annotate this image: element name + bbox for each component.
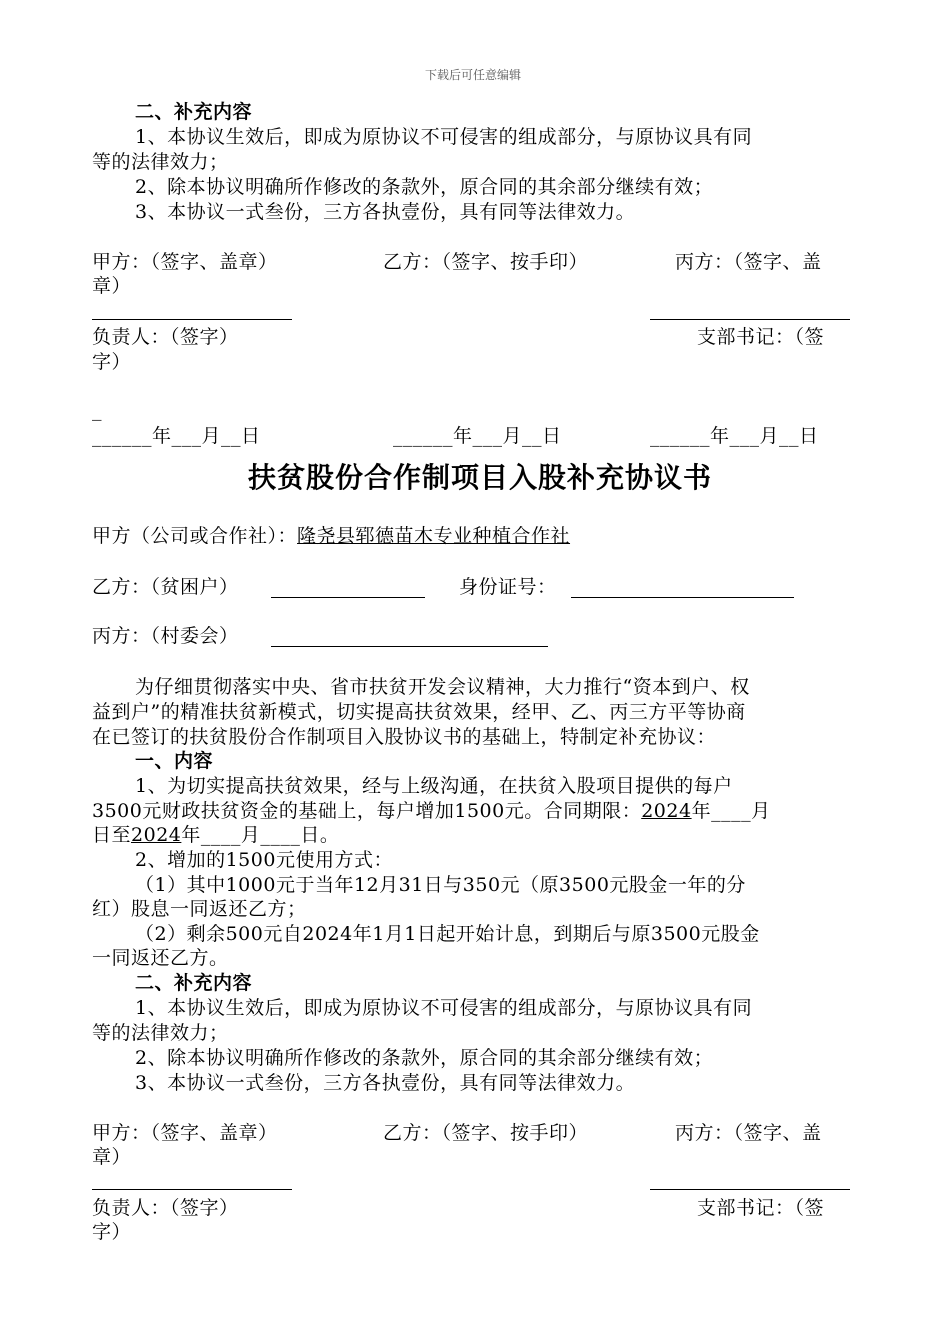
top-secretary-signature-cont: 字） [92,351,132,373]
contract-to-text: 日至 [92,824,132,846]
section-1-item-2-2: （2）剩余500元自2024年1月1日起开始计息，到期后与原3500元股金 [135,923,760,945]
section-1-item-1-cont2 [92,823,339,847]
sign-party-a: 甲方：（签字、盖章） [92,1122,278,1144]
party-a-value: 隆尧县郓德苗木专业种植合作社 [297,525,571,547]
section-1-item-1: 1、为切实提高扶贫效果，经与上级沟通，在扶贫入股项目提供的每户 [135,775,733,797]
contract-end-year: 2024 [131,824,182,846]
top-section-heading: 二、补充内容 [135,101,253,123]
section-1-item-1-cont [92,799,771,823]
party-b-blank-line [271,597,425,598]
top-date-2: ______年___月__日 [393,425,562,447]
section-1-item-2-1: （1）其中1000元于当年12月31日与350元（原3500元股金一年的分 [135,874,746,896]
section-2-item-3: 3、本协议一式叁份，三方各执壹份，具有同等法律效力。 [135,1072,636,1094]
top-date-1: ______年___月__日 [92,425,261,447]
top-secretary-signature: 支部书记：（签 [697,326,825,348]
top-item-1: 1、本协议生效后，即成为原协议不可侵害的组成部分，与原协议具有同 [135,126,753,148]
intro-line-1: 为仔细贯彻落实中央、省市扶贫开发会议精神，大力推行“资本到户、权 [135,676,750,698]
top-sign-party-a: 甲方：（签字、盖章） [92,251,278,273]
id-number-label: 身份证号： [459,576,557,598]
top-item-1-cont: 等的法律效力； [92,151,229,173]
top-date-3: ______年___月__日 [650,425,819,447]
stray-underscore: _ [92,399,102,421]
top-leader-signature: 负责人：（签字） [92,326,239,348]
party-c-label: 丙方：（村委会） [92,625,239,647]
party-a-label-text: 甲方（公司或合作社）： [92,525,298,547]
top-sign-party-b: 乙方：（签字、按手印） [383,251,589,273]
section-2-item-1: 1、本协议生效后，即成为原协议不可侵害的组成部分，与原协议具有同 [135,997,753,1019]
contract-start-month-blank: 年____月 [691,800,771,822]
sign-party-c: 丙方：（签字、盖 [675,1122,822,1144]
top-sign-party-c: 丙方：（签字、盖 [675,251,822,273]
sign-party-c-cont: 章） [92,1146,132,1168]
funding-text: 3500元财政扶贫资金的基础上，每户增加1500元。合同期限： [92,800,642,822]
top-sign-party-c-cont: 章） [92,275,132,297]
intro-line-3: 在已签订的扶贫股份合作制项目入股协议书的基础上，特制定补充协议： [92,726,717,748]
top-signature-line-right [650,319,850,320]
party-a-label [92,524,570,548]
party-b-label: 乙方：（贫困户） [92,576,239,598]
contract-start-year: 2024 [641,800,692,822]
signature-line-right [650,1189,850,1190]
section-2-item-2: 2、除本协议明确所作修改的条款外，原合同的其余部分继续有效； [135,1047,714,1069]
secretary-signature: 支部书记：（签 [697,1197,825,1219]
section-2-item-1-cont: 等的法律效力； [92,1022,229,1044]
document-title: 扶贫股份合作制项目入股补充协议书 [248,461,713,494]
section-2-heading: 二、补充内容 [135,972,253,994]
secretary-signature-cont: 字） [92,1221,132,1243]
sign-party-b: 乙方：（签字、按手印） [383,1122,589,1144]
section-1-item-2-1-cont: 红）股息一同返还乙方； [92,898,307,920]
top-item-2: 2、除本协议明确所作修改的条款外，原合同的其余部分继续有效； [135,176,714,198]
contract-end-blank: 年____月____日。 [181,824,340,846]
signature-line-left [92,1189,292,1190]
section-1-item-2: 2、增加的1500元使用方式： [135,849,393,871]
id-number-blank-line [571,597,794,598]
section-1-heading: 一、内容 [135,750,214,772]
section-1-item-2-2-cont: 一同返还乙方。 [92,947,229,969]
top-item-3: 3、本协议一式叁份，三方各执壹份，具有同等法律效力。 [135,201,636,223]
page-header-note: 下载后可任意编辑 [425,68,522,82]
leader-signature: 负责人：（签字） [92,1197,239,1219]
party-c-blank-line [271,646,548,647]
intro-line-2: 益到户”的精准扶贫新模式，切实提高扶贫效果，经甲、乙、丙三方平等协商 [92,701,746,723]
top-signature-line-left [92,319,292,320]
